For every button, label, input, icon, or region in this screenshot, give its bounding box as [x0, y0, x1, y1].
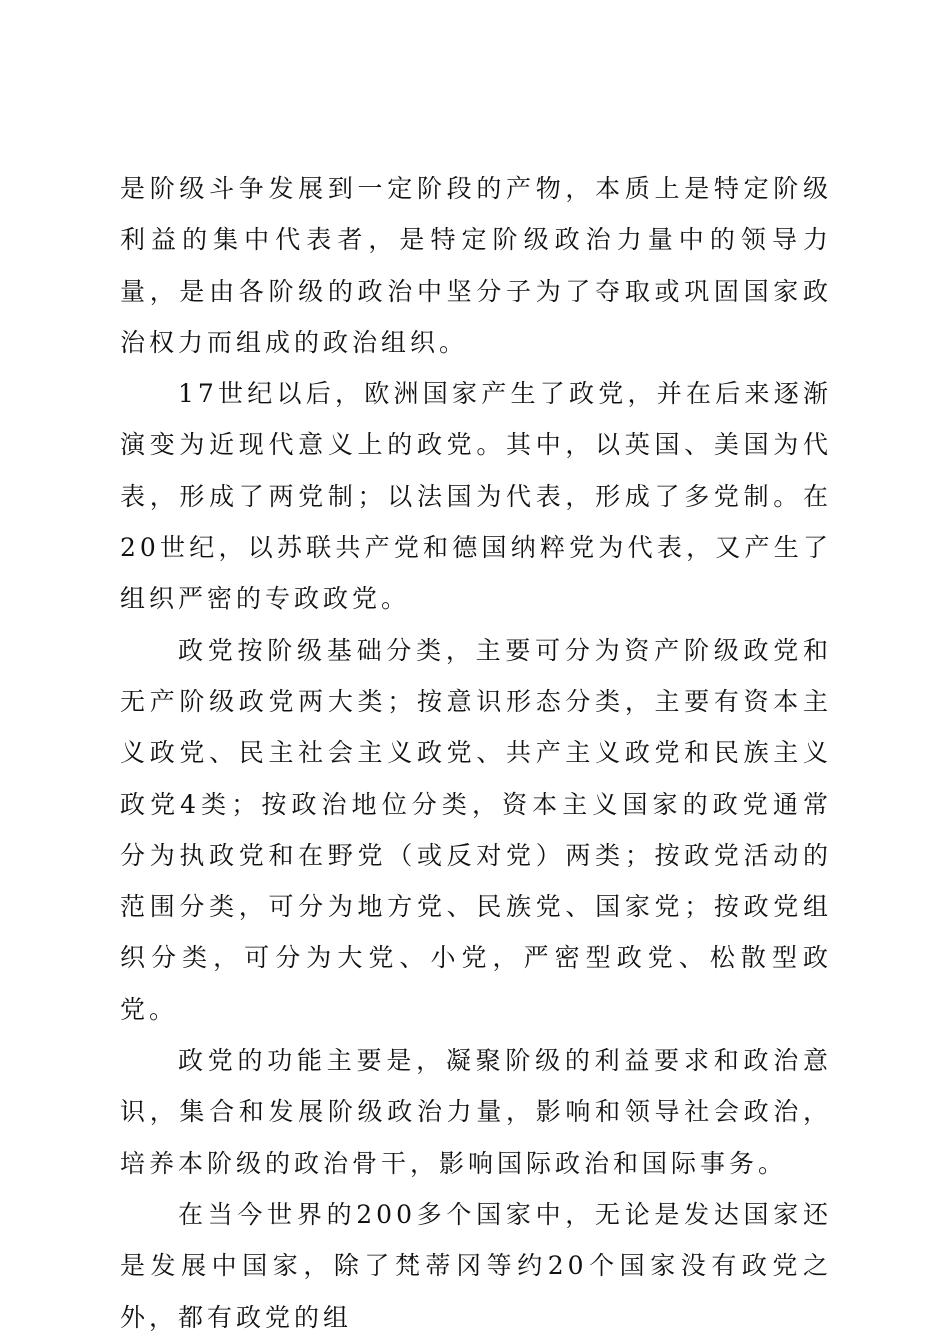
paragraph-4: 政党的功能主要是，凝聚阶级的利益要求和政治意识，集合和发展阶级政治力量，影响和领导社会政治，培养本阶级的政治骨干，影响国际政治和国际事务。 [120, 1046, 832, 1178]
paragraph-1: 是阶级斗争发展到一定阶段的产物，本质上是特定阶级利益的集中代表者，是特定阶级政治力量中的领导力量，是由各阶级的政治中坚分子为了夺取或巩固国家政治权力而组成的政治组织。 [120, 174, 832, 357]
paragraph-2: 17世纪以后，欧洲国家产生了政党，并在后来逐渐演变为近现代意义上的政党。其中，以英国、美国为代表，形成了两党制；以法国为代表，形成了多党制。在20世纪，以苏联共产党和德国纳粹党为代表，又产生了组织严密的专政政党。 [120, 379, 832, 614]
paragraph-5: 在当今世界的200多个国家中，无论是发达国家还是发展中国家，除了梵蒂冈等约20个国家没有政党之外，都有政党的组 [120, 1199, 832, 1332]
paragraph-3: 政党按阶级基础分类，主要可分为资产阶级政党和无产阶级政党两大类；按意识形态分类，主要有资本主义政党、民主社会主义政党、共产主义政党和民族主义政党4类；按政治地位分类，资本主义国家的政党通常分为执政党和在野党（或反对党）两类；按政党活动的范围分类，可分为地方党、民族党、国家党；按政党组织分类，可分为大党、小党，严密型政党、松散型政党。 [120, 635, 832, 1024]
body-text [120, 163, 832, 1343]
